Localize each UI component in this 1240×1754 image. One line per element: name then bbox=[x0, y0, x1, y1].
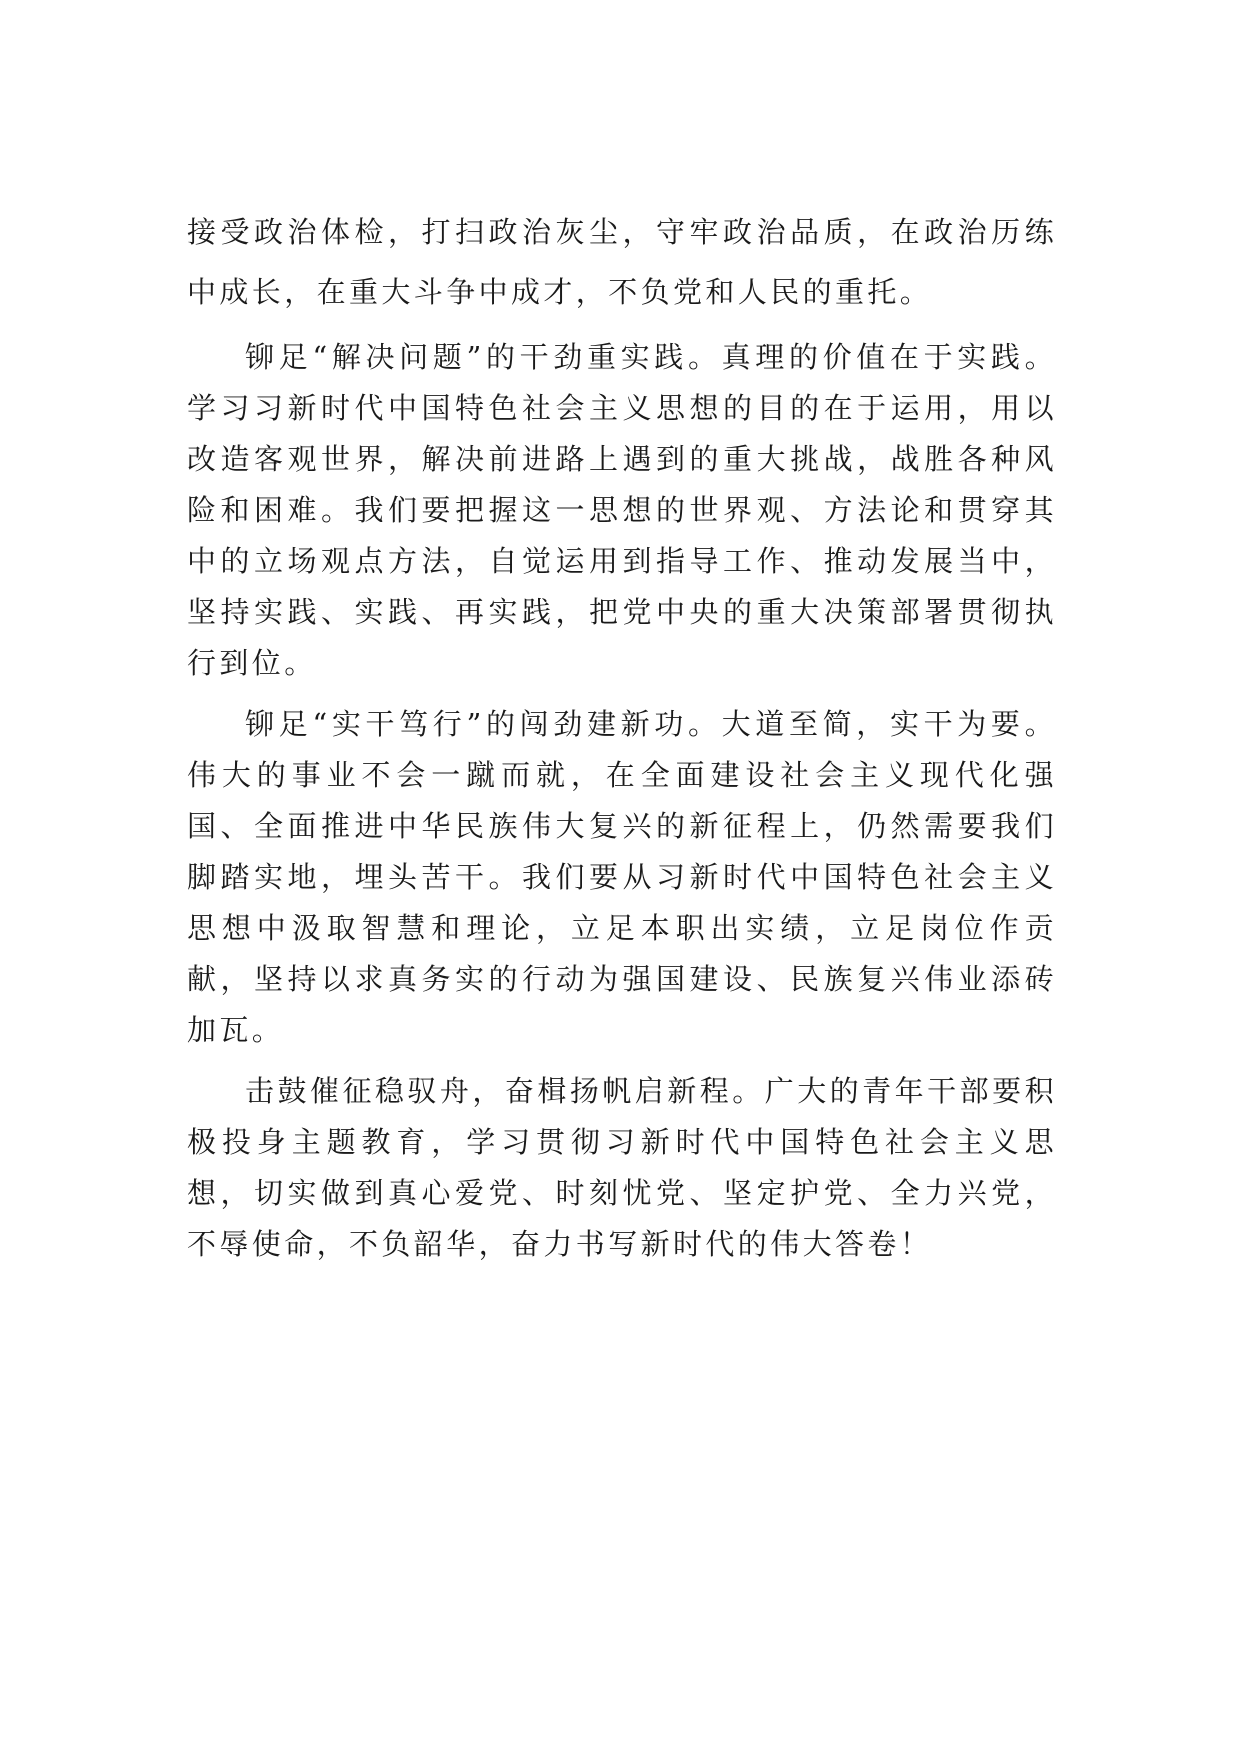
paragraph-continued: 接受政治体检，打扫政治灰尘，守牢政治品质，在政治历练中成长，在重大斗争中成才，不负党和人民的重托。 bbox=[187, 215, 1057, 309]
paragraph-hard-work: 铆足“实干笃行”的闯劲建新功。大道至简，实干为要。伟大的事业不会一蹴而就，在全面建设社会主义现代化强国、全面推进中华民族伟大复兴的新征程上，仍然需要我们脚踏实地，埋头苦干。我们要从习新时代中国特色社会主义思想中汲取智慧和理论，立足本职出实绩，立足岗位作贡献，坚持以求真务实的行动为强国建设、民族复兴伟业添砖加瓦。 bbox=[187, 707, 1057, 1047]
paragraph-solve-problems: 铆足“解决问题”的干劲重实践。真理的价值在于实践。学习习新时代中国特色社会主义思想的目的在于运用，用以改造客观世界，解决前进路上遇到的重大挑战，战胜各种风险和困难。我们要把握这一思想的世界观、方法论和贯穿其中的立场观点方法，自觉运用到指导工作、推动发展当中，坚持实践、实践、再实践，把党中央的重大决策部署贯彻执行到位。 bbox=[187, 340, 1057, 680]
paragraph-conclusion: 击鼓催征稳驭舟，奋楫扬帆启新程。广大的青年干部要积极投身主题教育，学习贯彻习新时代中国特色社会主义思想，切实做到真心爱党、时刻忧党、坚定护党、全力兴党，不辱使命，不负韶华，奋力书写新时代的伟大答卷！ bbox=[187, 1074, 1057, 1261]
document-body bbox=[187, 210, 1057, 1270]
